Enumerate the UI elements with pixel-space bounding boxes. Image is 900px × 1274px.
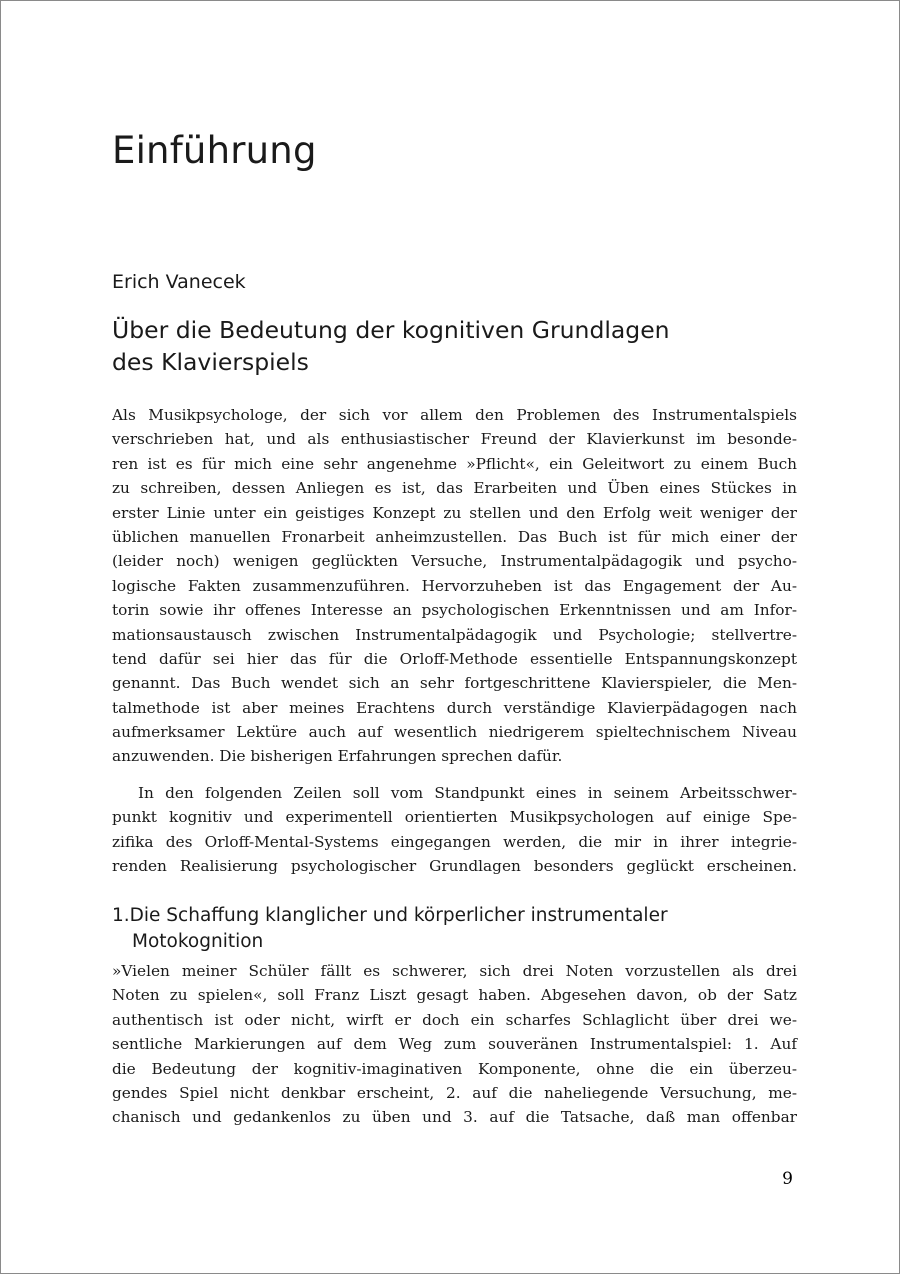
text-line: zu schreiben, dessen Anliegen es ist, das Erarbeiten und Üben eines Stückes in <box>112 479 797 498</box>
section-heading <box>112 903 668 955</box>
text-line: gendes Spiel nicht denkbar erscheint, 2. auf die naheliegende Versuchung, me- <box>112 1083 797 1102</box>
paragraph-second <box>112 781 797 879</box>
text-line: ren ist es für mich eine sehr angenehme »Pflicht«, ein Geleitwort zu einem Buch <box>112 454 797 473</box>
text-line: authentisch ist oder nicht, wirft er doch ein scharfes Schlaglicht über drei we- <box>112 1010 797 1029</box>
text-line: tend dafür sei hier das für die Orloff-Methode essentielle Entspannungskonzept <box>112 649 797 668</box>
text-line: Als Musikpsychologe, der sich vor allem den Problemen des Instrumentalspiels <box>112 406 797 424</box>
essay-title-line: des Klavierspiels <box>112 348 309 376</box>
text-line: zifika des Orloff-Mental-Systems eingegangen werden, die mir in ihrer integrie- <box>112 832 797 851</box>
text-line: chanisch und gedankenlos zu üben und 3. auf die Tatsache, daß man offenbar <box>112 1108 797 1127</box>
author-name: Erich Vanecek <box>112 271 246 293</box>
text-line: Noten zu spielen«, soll Franz Liszt gesagt haben. Abgesehen davon, ob der Satz <box>112 986 797 1005</box>
text-line: erster Linie unter ein geistiges Konzept zu stellen und den Erfolg weit weniger der <box>112 503 797 522</box>
page-number: 9 <box>782 1169 793 1189</box>
text-line: anzuwenden. Die bisherigen Erfahrungen sprechen dafür. <box>112 747 563 766</box>
text-line: die Bedeutung der kognitiv-imaginativen Komponente, ohne die ein überzeu- <box>112 1059 797 1078</box>
text-line: talmethode ist aber meines Erachtens durch verständige Klavierpädagogen nach <box>112 698 797 717</box>
text-line: verschrieben hat, und als enthusiastischer Freund der Klavierkunst im besonde- <box>112 430 797 449</box>
text-line: renden Realisierung psychologischer Grundlagen besonders geglückt erscheinen. <box>112 857 797 876</box>
text-line: torin sowie ihr offenes Interesse an psychologischen Erkenntnissen und am Infor- <box>112 601 797 620</box>
text-line: In den folgenden Zeilen soll vom Standpunkt eines in seinem Arbeitsschwer- <box>138 784 797 802</box>
text-line: üblichen manuellen Fronarbeit anheimzustellen. Das Buch ist für mich einer der <box>112 527 797 546</box>
text-line: genannt. Das Buch wendet sich an sehr fortgeschrittene Klavierspieler, die Men- <box>112 674 797 693</box>
section-heading-line: Motokognition <box>132 931 264 952</box>
paragraph-intro <box>112 403 797 769</box>
text-line: aufmerksamer Lektüre auch auf wesentlich niedrigerem spieltechnischem Niveau <box>112 723 797 742</box>
text-line: (leider noch) wenigen geglückten Versuche, Instrumentalpädagogik und psycho- <box>112 552 797 571</box>
chapter-title: Einführung <box>112 129 317 172</box>
text-line: punkt kognitiv und experimentell orientierten Musikpsychologen auf einige Spe- <box>112 808 797 827</box>
essay-title <box>112 314 670 378</box>
essay-title-line: Über die Bedeutung der kognitiven Grundlagen <box>112 316 670 344</box>
text-line: logische Fakten zusammenzuführen. Hervorzuheben ist das Engagement der Au- <box>112 576 797 595</box>
paragraph-section-1 <box>112 959 797 1130</box>
text-line: »Vielen meiner Schüler fällt es schwerer, sich drei Noten vorzustellen als drei <box>112 962 797 980</box>
text-line: mationsaustausch zwischen Instrumentalpädagogik und Psychologie; stellvertre- <box>112 625 797 644</box>
section-heading-line: 1.Die Schaffung klanglicher und körperlicher instrumentaler <box>112 905 668 926</box>
text-line: sentliche Markierungen auf dem Weg zum souveränen Instrumentalspiel: 1. Auf <box>112 1035 797 1054</box>
